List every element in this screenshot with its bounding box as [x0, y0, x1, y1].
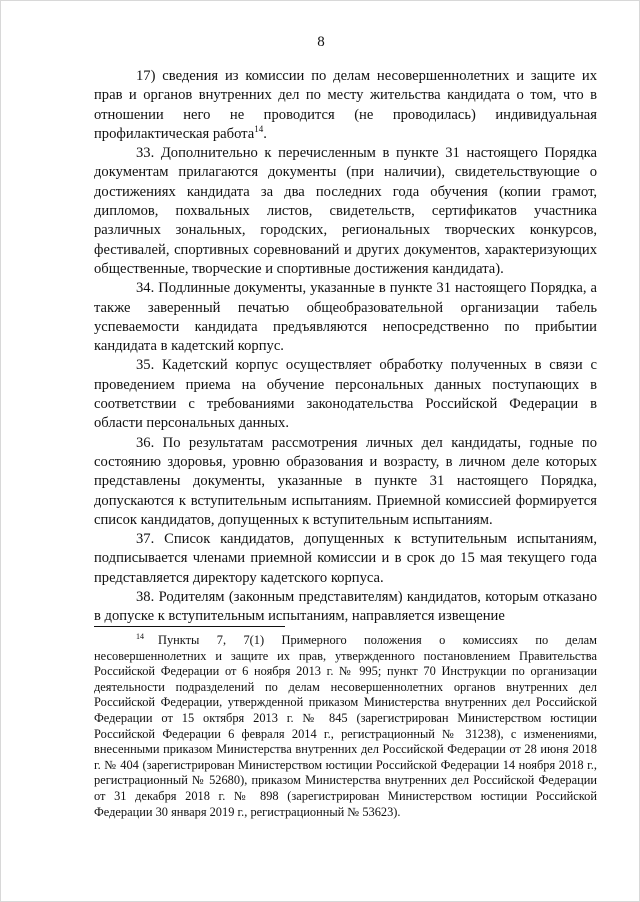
- footnote-14: [94, 633, 597, 820]
- paragraph-34: 34. Подлинные документы, указанные в пункте 31 настоящего Порядка, а также заверенный печатью общеобразовательной организации табель успеваемости кандидата предъявляются непосредственно по прибытии кандидата в кадетский корпус.: [94, 280, 597, 355]
- page-number: 8: [317, 34, 325, 50]
- paragraph-35: 35. Кадетский корпус осуществляет обработку полученных в связи с проведением приема на обучение персональных данных поступающих в соответствии с требованиями законодательства Российской Федерации в области персональных данных.: [94, 357, 597, 432]
- paragraph-36: 36. По результатам рассмотрения личных дел кандидаты, годные по состоянию здоровья, уровню образования и возрасту, в личном деле которых представлены документы, указанные в пункте 31 настоящего Порядка, допускаются к вступительным испытаниям. Приемной комиссией формируется список кандидатов, допущенных к вступительным испытаниям.: [94, 434, 597, 528]
- footnote-reference[interactable]: 14: [254, 124, 264, 135]
- footnote-text: Пункты 7, 7(1) Примерного положения о комиссиях по делам несовершеннолетних и защите их прав, утвержденного постановлением Правительства Российской Федерации от 6 ноября 2013 г. № 995; пункт 70 Инструкции по организации деятельности подразделений по делам несовершеннолетних органов внутренних дел Российской Федерации, утвержденной приказом Министерства внутренних дел Российской Федерации от 15 октября 2013 г. № 845 (зарегистрирован Министерством юстиции Российской Федерации 6 февраля 2014 г., регистрационный № 31238), с изменениями, внесенными приказом Министерства внутренних дел Российской Федерации от 28 июня 2018 г. № 404 (зарегистрирован Министерством юстиции Российской Федерации 14 ноября 2018 г., регистрационный № 52680), приказом Министерства внутренних дел Российской Федерации от 31 декабря 2018 г. № 898 (зарегистрирован Министерством юстиции Российской Федерации 30 января 2019 г., регистрационный № 53623).: [94, 633, 597, 819]
- paragraph-38: 38. Родителям (законным представителям) кандидатов, которым отказано в допуске к вступительным испытаниям, направляется извещение: [94, 589, 597, 625]
- body-text: [94, 67, 597, 627]
- paragraph-17-end: .: [263, 125, 267, 142]
- footnote-separator: [94, 626, 285, 627]
- footnote-number: 14: [136, 631, 144, 641]
- footnote: [94, 633, 597, 820]
- paragraph-37: 37. Список кандидатов, допущенных к вступительным испытаниям, подписывается членами приемной комиссии и в срок до 15 мая текущего года представляется директору кадетского корпуса.: [94, 531, 597, 586]
- paragraph-17: [94, 67, 597, 144]
- paragraph-33: 33. Дополнительно к перечисленным в пункте 31 настоящего Порядка документам прилагаются документы (при наличии), свидетельствующие о достижениях кандидата за два последних года обучения (копии грамот, дипломов, похвальных листов, свидетельств, сертификатов участника различных зональных, городских, региональных творческих конкурсов, фестивалей, спортивных соревнований и других документов, характеризующих общественные, творческие и спортивные достижения кандидата).: [94, 145, 597, 277]
- paragraph-17-text: 17) сведения из комиссии по делам несовершеннолетних и защите их прав и органов внутренних дел по месту жительства кандидата о том, что в отношении него не проводится (не проводилась) индивидуальная профилактическая работа: [94, 68, 597, 142]
